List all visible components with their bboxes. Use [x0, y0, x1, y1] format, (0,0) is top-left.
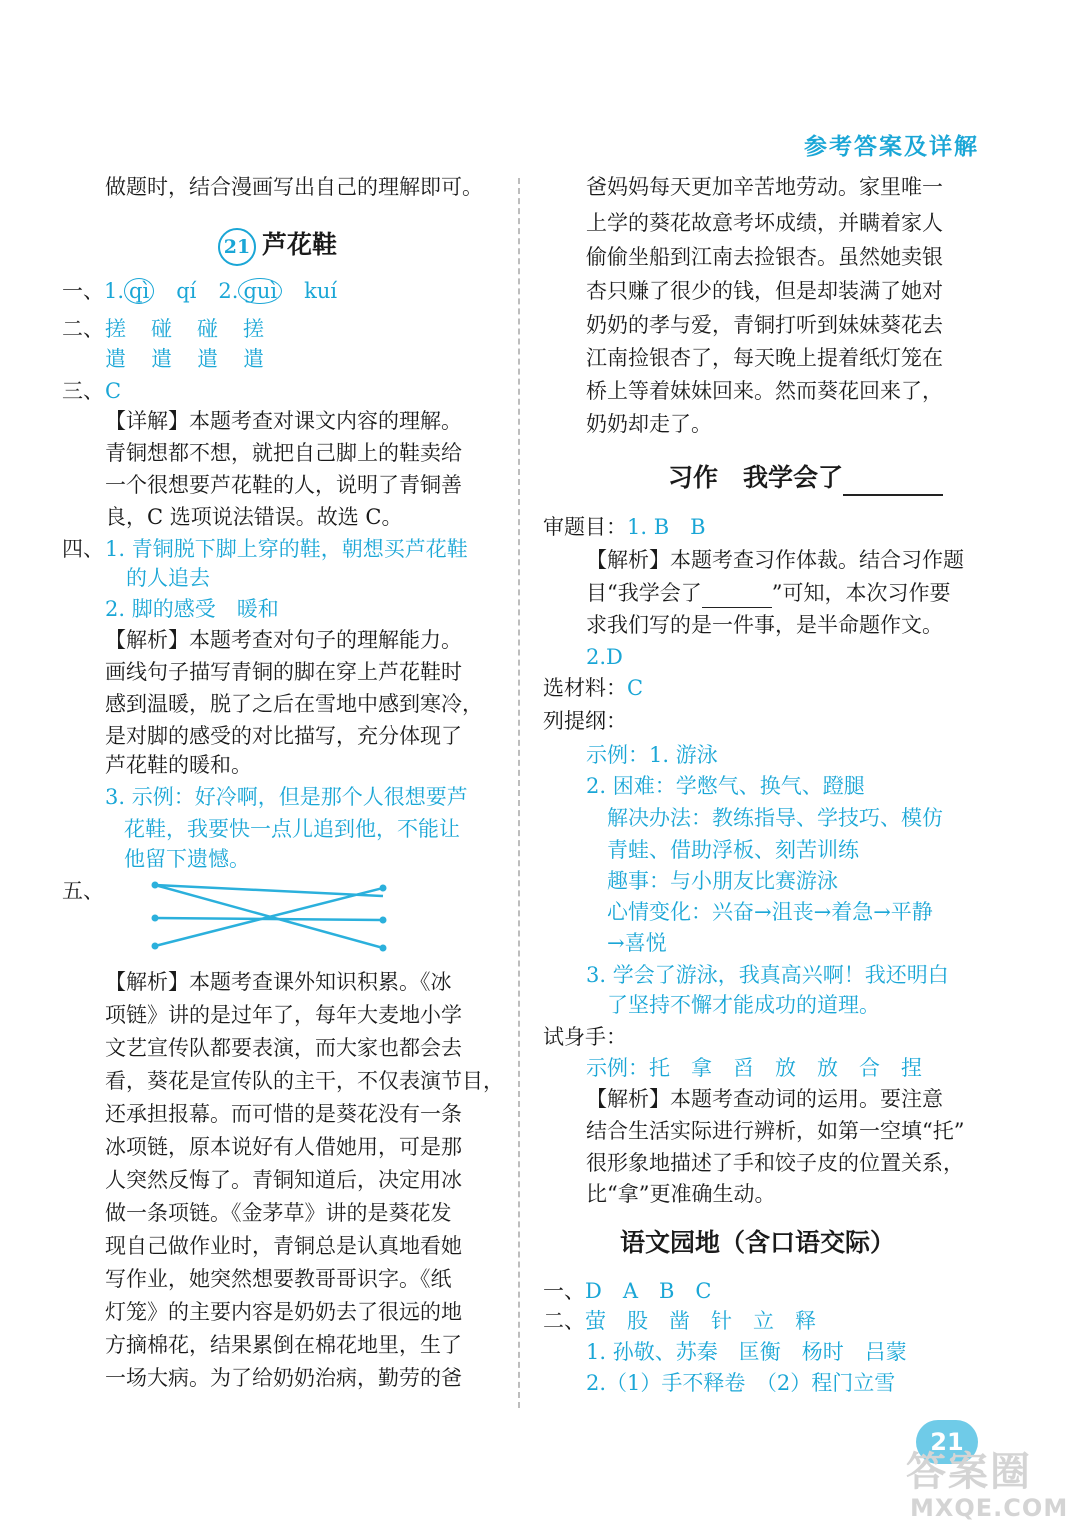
q4-answer-1: 1. 青铜脱下脚上穿的鞋，朝想买芦花鞋	[105, 537, 468, 561]
q1-circled-1: qì	[124, 278, 154, 304]
tigang-5: 趣事：与小朋友比赛游泳	[607, 869, 838, 893]
q4-label: 四、	[62, 537, 104, 561]
q2-row-2: 遣 遣 遣 遣	[105, 347, 266, 371]
q5-exp-7: 人突然反悔了。青铜知道后，决定用冰	[105, 1168, 462, 1192]
cont-1: 爸妈妈每天更加辛苦地劳动。家里唯一	[586, 175, 943, 199]
tigang-3: 解决办法：教练指导、学技巧、模仿	[607, 806, 943, 830]
intro-text: 做题时，结合漫画写出自己的理解即可。	[105, 175, 483, 199]
q4-answer-2: 2. 脚的感受 暖和	[105, 597, 279, 621]
q4-exp-3: 感到温暖，脱了之后在雪地中感到寒冷，	[105, 692, 483, 716]
q5-exp-2: 项链》讲的是过年了，每年大麦地小学	[105, 1003, 462, 1027]
q4-exp-4: 是对脚的感受的对比描写，充分体现了	[105, 724, 462, 748]
watermark-url: MXQE.COM	[910, 1494, 1069, 1522]
match-dot	[380, 885, 387, 892]
q1-line	[62, 276, 337, 306]
cont-4: 杏只赚了很少的钱，但是却装满了她对	[586, 279, 943, 303]
cont-5: 奶奶的孝与爱，青铜打听到妹妹葵花去	[586, 313, 943, 337]
q3-exp-4: 良，C 选项说法错误。故选 C。	[105, 505, 403, 529]
q2-row-1: 搓 碰 碰 搓	[105, 317, 266, 341]
q5-exp-10: 写作业，她突然想要教哥哥识字。《纸	[105, 1267, 452, 1291]
match-dot	[152, 943, 159, 950]
q1-num-1: 1.	[104, 279, 125, 303]
tigang-2: 2. 困难：学憋气、换气、蹬腿	[586, 774, 865, 798]
column-divider	[518, 178, 520, 1408]
yw1-answer: D A B C	[585, 1279, 712, 1303]
q1-circled-2: guì	[238, 278, 282, 304]
shishen-answer: 示例：托 拿 舀 放 放 合 捏	[586, 1056, 922, 1080]
tigang-8: 3. 学会了游泳，我真高兴啊！我还明白	[586, 963, 949, 987]
cont-3: 偷偷坐船到江南去捡银杏。虽然她卖银	[586, 245, 943, 269]
q4-exp-5: 芦花鞋的暖和。	[105, 753, 252, 777]
q3-answer: C	[105, 379, 122, 403]
yw2-answer: 萤 股 凿 针 立 释	[585, 1309, 816, 1333]
shenti-exp-2a: 目“我学会了	[586, 581, 702, 605]
yw2-line	[543, 1306, 816, 1336]
yuwen-title: 语文园地（含口语交际）	[620, 1228, 896, 1257]
q4-exp-2: 画线句子描写青铜的脚在穿上芦花鞋时	[105, 660, 462, 684]
q4-answer-1b: 的人追去	[126, 566, 210, 590]
yw1-line	[543, 1276, 712, 1306]
q5-exp-5: 还承担报幕。而可惜的是葵花没有一条	[105, 1102, 462, 1126]
q4-exp-1: 【解析】本题考查对句子的理解能力。	[105, 628, 462, 652]
q5-exp-3: 文艺宣传队都要表演，而大家也都会去	[105, 1036, 462, 1060]
q1-label: 一、	[62, 279, 104, 303]
q4-answer-3-line-1: 3. 示例：好冷啊，但是那个人很想要芦	[105, 785, 468, 809]
shenti-label: 审题目：	[543, 515, 627, 539]
q5-exp-8: 做一条项链。《金茅草》讲的是葵花发	[105, 1201, 452, 1225]
xizuo-heading	[668, 460, 943, 496]
q4-answer-3-line-3: 他留下遗憾。	[124, 847, 250, 871]
page-number-badge: 21	[916, 1420, 978, 1464]
match-dot	[152, 915, 159, 922]
shishen-exp-1: 【解析】本题考查动词的运用。要注意	[586, 1087, 943, 1111]
shishen-exp-3: 很形象地描述了手和饺子皮的位置关系，	[586, 1151, 964, 1175]
tigang-9: 了坚持不懈才能成功的道理。	[607, 993, 880, 1017]
tigang-4: 青蛙、借助浮板、刻苦训练	[607, 838, 859, 862]
cont-8: 奶奶却走了。	[586, 412, 712, 436]
q2-label: 二、	[62, 317, 104, 341]
watermark	[900, 1440, 1069, 1530]
tigang-6: 心情变化：兴奋→沮丧→着急→平静	[607, 900, 933, 924]
q5-label: 五、	[62, 879, 104, 903]
cont-2: 上学的葵花故意考坏成绩，并瞒着家人	[586, 211, 943, 235]
q5-exp-13: 一场大病。为了给奶奶治病，勤劳的爸	[105, 1366, 462, 1390]
q3-exp-2: 青铜想都不想，就把自己脚上的鞋卖给	[105, 441, 462, 465]
shenti-answer-2: 2.D	[586, 645, 623, 669]
yw2-label: 二、	[543, 1309, 585, 1333]
q5-exp-11: 灯笼》的主要内容是奶奶去了很远的地	[105, 1300, 462, 1324]
lesson-title: 芦花鞋	[262, 230, 338, 259]
q5-exp-4: 看，葵花是宣传队的主干，不仅表演节目，	[105, 1069, 504, 1093]
q5-exp-1: 【解析】本题考查课外知识积累。《冰	[105, 970, 452, 994]
q4-answer-3-line-2: 花鞋，我要快一点儿追到他，不能让	[124, 817, 460, 841]
inline-blank	[702, 589, 772, 608]
tigang-7: →喜悦	[607, 931, 667, 955]
q3-exp-1: 【详解】本题考查对课文内容的理解。	[105, 409, 462, 433]
shenti-line	[543, 512, 706, 542]
q5-exp-9: 现自己做作业时，青铜总是认真地看她	[105, 1234, 462, 1258]
section-header: 参考答案及详解	[804, 133, 979, 160]
q3-exp-3: 一个很想要芦花鞋的人，说明了青铜善	[105, 473, 462, 497]
q1-pinyin-2: qí	[176, 279, 197, 303]
tigang-1: 示例：1. 游泳	[586, 743, 718, 767]
shenti-exp-2	[586, 578, 951, 608]
shenti-exp-3: 求我们写的是一件事，是半命题作文。	[586, 613, 943, 637]
match-line-2	[155, 918, 383, 920]
lesson-heading	[218, 227, 337, 266]
xuancai-line	[543, 673, 643, 703]
watermark-logo-text: 答案圈	[906, 1449, 1032, 1495]
shenti-exp-2b: ”可知，本次习作要	[771, 581, 951, 605]
tigang-label: 列提纲：	[543, 709, 627, 733]
match-dot	[380, 945, 387, 952]
q3-label: 三、	[62, 379, 104, 403]
shishen-exp-4: 比“拿”更准确生动。	[586, 1182, 776, 1206]
q5-matching-lines	[145, 878, 395, 958]
yw2-answer-2: 2.（1）手不释卷 （2）程门立雪	[586, 1371, 896, 1395]
yw2-answer-1: 1. 孙敬、苏秦 匡衡 杨时 吕蒙	[586, 1340, 907, 1364]
yw1-label: 一、	[543, 1279, 585, 1303]
q1-num-2: 2.	[218, 279, 239, 303]
shenti-answer: 1. B B	[627, 515, 706, 539]
match-dot	[152, 882, 159, 889]
q5-exp-6: 冰项链，原本说好有人借她用，可是那	[105, 1135, 462, 1159]
shishen-exp-2: 结合生活实际进行辨析，如第一空填“托”	[586, 1119, 965, 1143]
q1-pinyin-4: kuí	[304, 279, 338, 303]
match-dot	[380, 917, 387, 924]
cont-7: 桥上等着妹妹回来。然而葵花回来了，	[586, 379, 943, 403]
shenti-exp-1: 【解析】本题考查习作体裁。结合习作题	[586, 548, 964, 572]
xizuo-title: 习作 我学会了	[668, 463, 844, 492]
shishen-label: 试身手：	[543, 1025, 627, 1049]
xuancai-answer: C	[627, 676, 644, 700]
cont-6: 江南捡银杏了，每天晚上提着纸灯笼在	[586, 346, 943, 370]
xuancai-label: 选材料：	[543, 676, 627, 700]
title-blank	[843, 472, 943, 496]
lesson-number-badge: 21	[218, 228, 256, 266]
q5-exp-12: 方摘棉花，结果累倒在棉花地里，生了	[105, 1333, 462, 1357]
